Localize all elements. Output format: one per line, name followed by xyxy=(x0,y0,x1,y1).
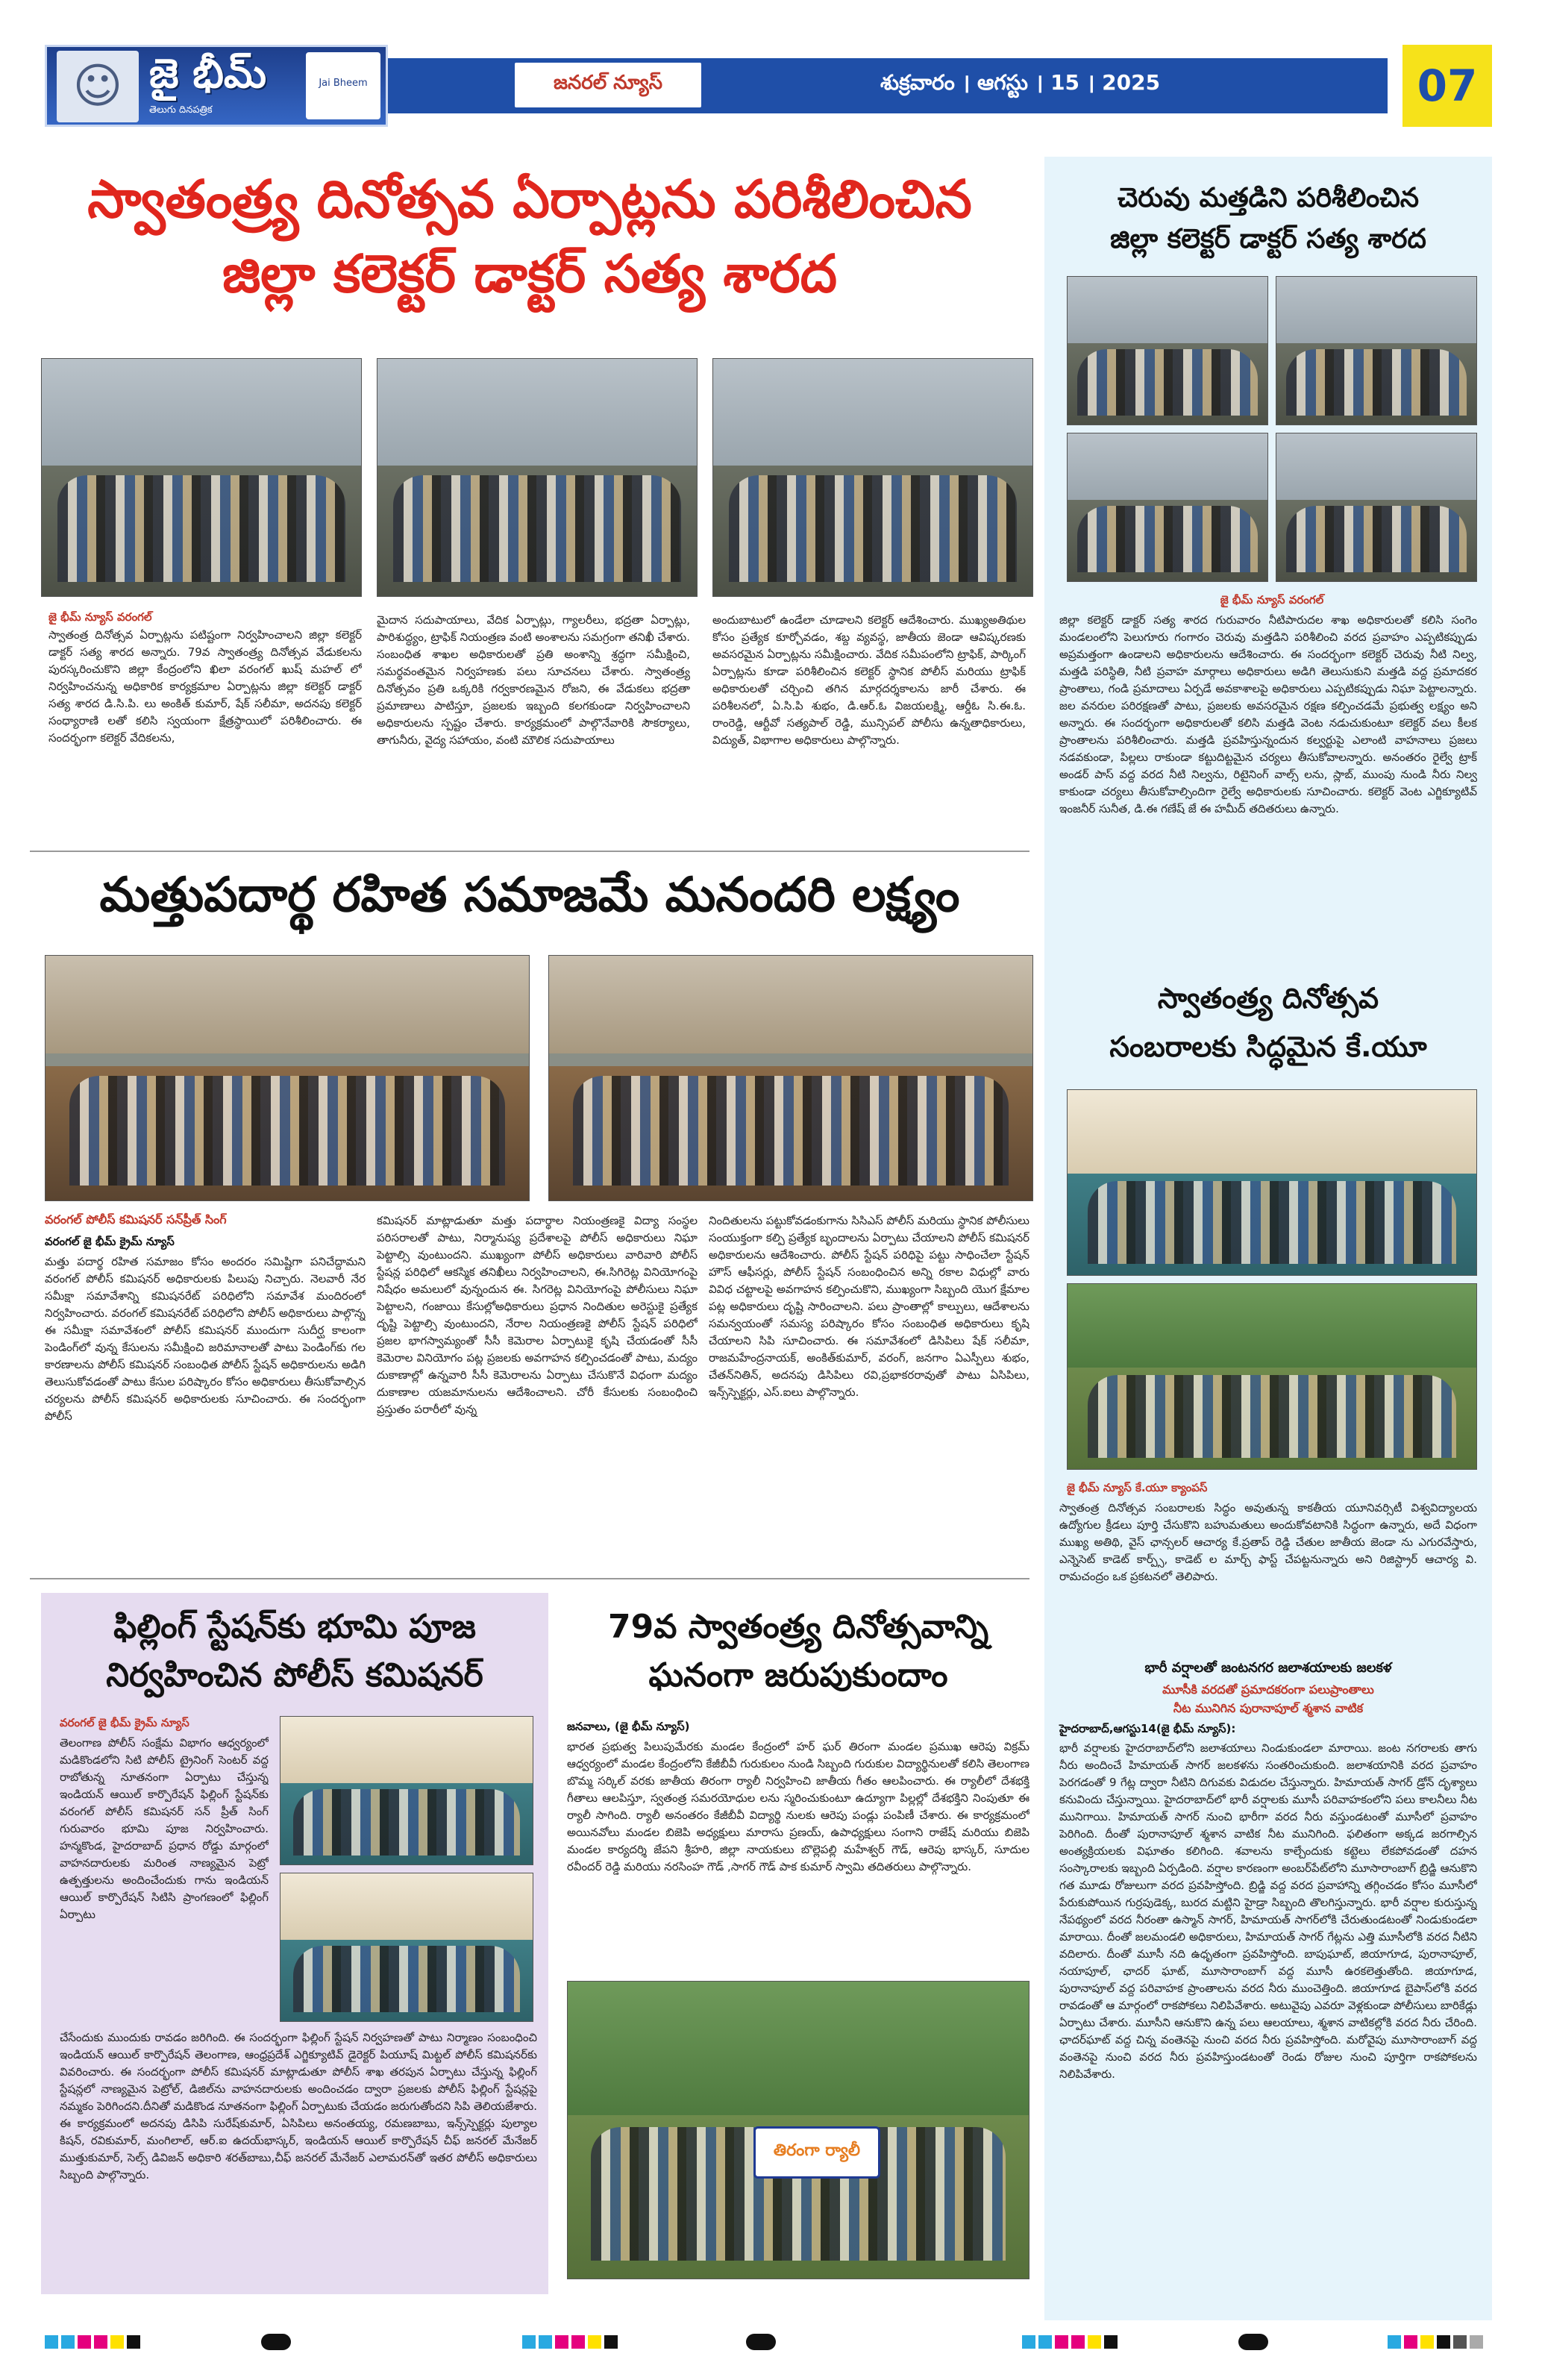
story2-caption: వరంగల్ పోలీస్ కమిషనర్ సన్‌ప్రీత్ సింగ్ xyxy=(45,1212,227,1227)
sidebar3-byline: హైదరాబాద్,ఆగస్టు14(జై భీమ్ న్యూస్): xyxy=(1059,1722,1236,1735)
story4-body: భారత ప్రభుత్వ పిలుపుమేరకు మండల కేంద్రంలో హర్ ఘర్ తిరంగా మండల ప్రముఖ ఆరెపు విక్రమ్ ఆధ్వర్యంలో మండల కేంద్రంలోని కేజీబీవీ గురుకులం నుండి సిబ్బంది గురుకుల విద్యార్థినులతో కలిసి తెలంగాణ బొమ్మ సర్కిల్ వరకు జాతీయ తిరంగా ర్యాలీ నిర్వహించి జాతీయ గీతం ఆలపించారు. ఈ ర్యాలీలో దేశభక్తి గీతాలు ఆలపిస్తూ, స్వతంత్ర సమరయోధుల లను స్మరించుకుంటూ ఉద్యూగా పిల్లల్లో దేశభక్తిని నింపుతూ ఈ ర్యాలీ సాగింది. ర్యాలీ అనంతరం కేజీబీవీ విద్యార్థి నులకు ఆరెపు పండ్లు పంపిణీ చేశారు. ఈ కార్యక్రమంలో అయినవోలు మండల బిజెపి అధ్యక్షులు మారాసు ప్రణయ్, ఉపాధ్యక్షులు సంగాని రాజేష్ మరియు బిజెపి మండల కార్యదర్శి జేపని శ్రీహరి, జిల్లా నాయకులు బొల్లెపల్లి మహేశ్వర్ గౌడ్, ఆరెపు భాస్కర్, సూదుల రవీందర్ రెడ్డి మరియు నరసింహ గౌడ్ ,సాగర్ గౌడ్ పాక కుమార్ స్వామి తదితరులు పాల్గొన్నారు. xyxy=(567,1740,1029,1873)
sidebar3-headline: భారీ వర్షాలతో జంటనగర జలాశయాలకు జలకళ xyxy=(1144,1660,1392,1676)
story1-col2: మైదాన సదుపాయాలు, వేదిక ఏర్పాట్లు, గ్యాలరీలు, భద్రతా ఏర్పాట్లు, పారిశుద్ధ్యం, ట్రాఫిక్ నియంత్రణ వంటి అంశాలను సమగ్రంగా తనిఖీ చేశారు. సంబంధిత శాఖల అధికారులతో ప్రతి అంశాన్ని శ్రద్ధగా సమీక్షించి, సమర్థవంతమైన నిర్వహణకు పలు సూచనలు చేశారు. స్వాతంత్ర్య దినోత్సవం ప్రతి ఒక్కరికి గర్వకారణమైన రోజని, ఈ వేడుకలు భద్రతా ప్రమాణాలు పాటిస్తూ, ప్రజలకు ఇబ్బంది కలగకుండా నిర్వహించాలని అధికారులను స్పష్టం చేశారు. కార్యక్రమంలో పాల్గొనేవారికి సౌకర్యాలు, తాగునీరు, వైద్య సహాయం, వంటి మౌలిక సదుపాయాలు xyxy=(377,613,690,747)
sidebar2-headline-2: సంబరాలకు సిద్ధమైన కే.యూ xyxy=(1109,1030,1427,1063)
sidebar3-sub1: మూసీకి వరదతో ప్రమాదకరంగా పలుప్రాంతాలు xyxy=(1162,1682,1374,1697)
color-registration-marks xyxy=(1022,2335,1126,2350)
paper-name: జై భీమ్ xyxy=(149,49,267,97)
story2-byline: వరంగల్ జై భీమ్ క్రైమ్ న్యూస్ xyxy=(45,1235,175,1248)
sidebar2-photo-2 xyxy=(1067,1283,1477,1470)
sidebar3-body: భారీ వర్షాలకు హైదరాబాద్‌లోని జలాశయాలు నిండుకుండలా మారాయి. జంట నగరాలకు తాగు నీరు అందించే హిమాయత్ సాగర్ జలకళను సంతరించుకుంది. జలాశయానికి వరద ప్రవాహం పెరగడంతో 9 గేట్ల ద్వారా నీటిని దిగువకు విడుదల చేస్తున్నారు. హిమాయత్ సాగర్ డ్రోన్ దృశ్యాలు కనువిందు చేస్తున్నాయి. హైదరాబాద్‌లో భారీ వర్షాలకు మూసీ పరివాహకంలోని పలు కాలనీలు నీట మునిగాయి. హిమాయత్ సాగర్ నుంచి భారీగా వరద నీరు వస్తుండటంతో మూసీలో ప్రవాహం పెరిగింది. దీంతో పురానాపూల్ శ్మశాన వాటిక నీట మునిగింది. ఫలితంగా అక్కడ జరగాల్సిన అంత్యక్రియలకు విఘాతం కలిగింది. శవాలను కాల్చేందుకు కట్టెలు లేకపోవడంతో దహన సంస్కారాలకు ఇబ్బంది ఏర్పడింది. వర్షాల కారణంగా అంబర్‌పేట్‌లోని మూసారాంబాగ్ బ్రిడ్జి ఆనుకొని గత మూడు రోజులుగా వరద ప్రవహిస్తోంది. బ్రిడ్జి వద్ద వరద ప్రవాహాన్ని తగ్గించడం కోసం మూసీలో పేరుకుపోయిన గుర్రపుడెక్క, బురద మట్టిని హైడ్రా సిబ్బంది తొలగిస్తున్నారు. భారీ వర్షాల కురుస్తున్న నేపథ్యంలో వరద నీరంతా ఉస్మాన్ సాగర్, హిమాయత్ సాగర్‌లోకి చేరుతుండటంతో నిండుకుండలా మారాయి. దీంతో జలమండలి అధికారులు, హిమాయత్ సాగర్ గేట్లను ఎత్తి మూసీలోకి వరద నీటిని వదిలారు. దీంతో మూసీ నది ఉధృతంగా ప్రవహిస్తోంది. బాపుఘాట్, జియాగూడ, పురానాపూల్, నయాపూల్, ఛాదర్ ఘాట్, మూసారాంబాగ్ వద్ద మూసీ ఉరకలెత్తుతోంది. జియాగూడ, పురానాపూల్ వద్ద పరివాహక ప్రాంతాలను వరద నీరు ముంచెత్తింది. జియాగూడ బైపాస్‌లోకి వరద రావడంతో ఆ మార్గంలో రాకపోకలు నిలిపివేశారు. అటువైపు ఎవరూ వెళ్లకుండా పోలీసులు బారికేడ్లు ఏర్పాటు చేశారు. మూసీని ఆనుకొని ఉన్న పలు ఆలయాలు, శ్మశాన వాటికల్లోకి వరద నీరు చేరింది. ఛాదర్‌ఘాట్ వద్ద చిన్న వంతెనపై నుంచి వరద నీరు ప్రవహిస్తోంది. మరోవైపు మూసారాంబాగ్ వద్ద వంతెనపై నుంచి వరద నీరు ప్రవహిస్తుండటంతో రెండు రోజుల నుంచి పూర్తిగా రాకపోకలను నిలిపివేశారు. xyxy=(1059,1741,1477,2081)
story1-photo-2 xyxy=(377,358,698,597)
registration-pill xyxy=(746,2334,776,2350)
story1-byline: జై భీమ్ న్యూస్ వరంగల్ xyxy=(48,610,152,624)
story1-photo-3 xyxy=(712,358,1033,597)
story3-photo-2 xyxy=(280,1873,533,2022)
sidebar1-photo-1 xyxy=(1067,276,1268,425)
story3-body: చేసేందుకు ముందుకు రావడం జరిగింది. ఈ సందర్భంగా ఫిల్లింగ్ స్టేషన్ నిర్వహణతో పాటు నిర్మాణం సంబంధించి ఇండియన్ ఆయిల్ కార్పొరేషన్ తెలంగాణ, ఆంధ్రప్రదేశ్ ఎగ్జిక్యూటివ్ డైరెక్టర్ పియూష్ మిట్టల్ పోలీస్ కమిషనర్‌కు వివరించారు. ఈ సందర్భంగా పోలీస్ కమిషనర్ మాట్లాడుతూ పోలీస్ శాఖ తరపున ఏర్పాటు చేస్తున్న ఫిల్లింగ్ స్టేషన్లలో నాణ్యమైన పెట్రోల్, డిజిల్‌ను వాహనదారులకు అందించడం ద్వారా ప్రజలకు పోలీస్ ఫిల్లింగ్ స్టేషన్లపై నమ్మకం పెరిగిందని.దీనితో మడికొండ నూతనంగా ఫిల్లింగ్ ఏర్పాటుకు చేయడం జరుగుతోందని సిపి తెలియజేశారు. ఈ కార్యక్రమంలో అదనపు డిసిపి సురేష్‌కుమార్, ఏసిపిలు అనంతయ్య, రమణబాబు, ఇన్స్‌స్పెక్టర్లు పుల్యాల కిషన్, రవికుమార్, మంగిలాల్, ఆర్.ఐ ఉదయ్‌భాస్కర్, ఇండియన్ ఆయిల్ కార్పొరేషన్ చీఫ్ జనరల్ మేనేజర్ ముత్తుకుమార్, సెల్స్ డివిజన్ అధికారి శరత్‌బాబు,చీఫ్ జనరల్ మేనేజర్ ఎలామరన్‌తో ఇతర పోలీస్ అధికారులు సిబ్బంది పాల్గొన్నారు. xyxy=(60,2031,537,2182)
story1-headline-2: జిల్లా కలెక్టర్ డాక్టర్ సత్య శారద xyxy=(222,242,838,304)
tiranga-banner: తిరంగా ర్యాలీ xyxy=(753,2126,880,2179)
sidebar2-byline: జై భీమ్ న్యూస్ కే.యూ క్యాంపస్ xyxy=(1067,1481,1208,1494)
page-number: 07 xyxy=(1402,45,1492,127)
story4-headline-2: ఘనంగా జరుపుకుందాం xyxy=(648,1656,948,1694)
sidebar3-sub2: నీట మునిగిన పురానాపూల్ శ్మశాన వాటిక xyxy=(1173,1701,1364,1715)
sidebar2-photo-1 xyxy=(1067,1089,1477,1276)
logo-sub: Jai Bheem xyxy=(306,52,380,119)
sidebar1-headline-2: జిల్లా కలెక్టర్ డాక్టర్ సత్య శారద xyxy=(1110,224,1426,254)
sidebar1-photo-4 xyxy=(1276,433,1477,582)
story4-byline: జనవాలు, (జై భీమ్ న్యూస్) xyxy=(567,1720,690,1733)
story3-photo-1 xyxy=(280,1716,533,1865)
story1-col1: స్వాతంత్ర దినోత్సవ ఏర్పాట్లను పటిష్టంగా నిర్వహించాలని జిల్లా కలెక్టర్ డాక్టర్ సత్య శారద అన్నారు. 79వ స్వాతంత్ర్య దినోత్సవ వేడుకలను పురస్కరించుకొని జిల్లా కేంద్రంలోని ఖిలా వరంగల్ ఖుష్ మహల్ లో నిర్వహించనున్న అధికారిక కార్యక్రమాల ఏర్పాట్లను జిల్లా కలెక్టర్ డాక్టర్ సత్య శారద డి.సి.పి. లు అంకిత్ కుమార్, షేక్ సలీమా, అదనపు కలెక్టర్ సంధ్యారాణి లతో కలిసి స్వయంగా క్షేత్రస్థాయిలో పరిశీలించారు. ఈ సందర్భంగా కలెక్టర్ వేదికలను, xyxy=(48,628,362,745)
story4-headline-1: 79వ స్వాతంత్ర్య దినోత్సవాన్ని xyxy=(607,1608,989,1646)
sidebar2-headline-1: స్వాతంత్ర్య దినోత్సవ xyxy=(1157,982,1379,1015)
section-tag: జనరల్ న్యూస్ xyxy=(515,63,701,107)
story1-headline-1: స్వాతంత్ర్య దినోత్సవ ఏర్పాట్లను పరిశీలించిన xyxy=(87,168,972,230)
story2-col1: మత్తు పదార్థ రహిత సమాజం కోసం అందరం సమిష్టిగా పనిచేద్దామని వరంగల్ పోలీస్ కమిషనర్ అధికారులకు పిలుపు నిచ్చారు. నెలవారీ నేర సమీక్షా సమావేశాన్ని కమిషనరేట్ పరిధిలోని సమావేశ మందిరంలో నిర్వహించారు. వరంగల్ కమిషనరేట్ పరిధిలోని పోలీస్ అధికారులు పాల్గొన్న ఈ సమీక్షా సమావేశంలో పోలీస్ కమిషనర్ ముందుగా సుదీర్ఘ కాలంగా పెండింగ్‌లో వున్న కేసులను సమీక్షించి జరిమానాలతో పాటు పెండింగ్‌కు గల కారణాలను పోలీస్ కమిషనర్ సంబంధిత పోలీస్ స్టేషన్ అధికారులను అడిగి తెలుసుకోవడంతో పాటు కేసుల పరిష్కారం కోసం అధికారులు తీసుకోవాల్సిన చర్యలను పోలీస్ కమిషనర్ అధికారులకు సూచించారు. ఈ సందర్భంగా పోలీస్ xyxy=(45,1255,366,1423)
portrait-icon: ☺ xyxy=(57,51,139,122)
story2-photo-2 xyxy=(548,955,1033,1201)
story2-col3: నిందితులను పట్టుకోవడంకుగాను సిసిఎస్ పోలీస్ మరియు స్థానిక పోలీసులు సంయుక్తంగా కల్పి ప్రత్యేక బృందాలను ఏర్పాటు చేయాలని పోలీస్ కమిషనర్ అధికారులను ఆదేశించారు. పోలీస్ స్టేషన్ పరిధిపై పట్టు సాధించేలా స్టేషన్ హౌస్ ఆఫీసర్లు, పోలీస్ స్టేషన్ సంబంధించిన అన్ని రకాల విధుల్లో వారు వివిధ చట్టాలపై అవగాహన కల్పించుకొని, ముఖ్యంగా సిబ్బంది యొగ క్షేమాల పట్ల అధికారులు దృష్టి సారించాలని. పలు ప్రాంతాల్లో కాల్పులు, ఆదేశాలను సమన్వయంతో సమస్య పరిష్కారం కోసం సంబంధిత అధికారులు కృషి చేయాలని సిపి సూచించారు. ఈ సమావేశంలో డిసిపిలు షేక్ సలీమా, రాజమహేంద్రనాయక్, అంకిత్‌కుమార్, వరంగ్, జనగాం ఏఎస్పీలు శుభం, చేతన్‌నితిన్, అదనపు డిసిపిలు రవి,ప్రభాకరరావుతో పాటు ఏసిపిలు, ఇన్స్‌స్పెక్టర్లు, ఎస్.ఐలు పాల్గొన్నారు. xyxy=(709,1214,1029,1399)
dateline: శుక్రవారం । ఆగస్టు । 15 । 2025 xyxy=(880,70,1161,95)
story2-headline: మత్తుపదార్థ రహిత సమాజమే మనందరి లక్ష్యం xyxy=(99,868,960,923)
color-registration-marks xyxy=(1388,2335,1492,2350)
sidebar1-photo-2 xyxy=(1276,276,1477,425)
story2-col2: కమిషనర్ మాట్లాడుతూ మత్తు పదార్థాల నియంత్రణకై విద్యా సంస్థల పరిసరాలతో పాటు, నిర్మానుష్య ప్రదేశాలపై పోలీస్ అధికారులు నిఘా పెట్టాల్సి వుంటుందని. ముఖ్యంగా పోలీస్ అధికారులు వారివారి పోలీస్ స్టేషన్ల పరిధిలో ఆకస్మిక తనిఖీలు నిర్వహించాలని, ఈ.సిగిరెట్ల వినియోగంపై నిషేధం అమలులో వున్నందున ఈ. సిగరెట్ల వినియోగంపై పోలీసులు నిఘా పెట్టాలని, గంజాయి కేసుల్లోఅధికారులు ప్రధాన నిందితుల అరెస్టుకై ప్రత్యేక దృష్టి పెట్టాల్సి వుంటుందని, నేరాల నియంత్రణకై పోలీస్ స్టేషన్ పరిధిలో ప్రజల భాగస్వామ్యంతో సీసీ కెమెరాల ఏర్పాటుకై కృషి చేయడంతో సీసీ కెమెరాల వినియోగం పట్ల ప్రజలకు అవగాహన కల్పించడంతో పాటు, మద్యం దుకాణాల్లో ఉన్నవారి సీసీ కెమెరాలను ఏర్పాటు చేసుకొనే విధంగా మద్యం దుకాణాల యజమానులను ఆదేశించాలని. చోరీ కేసులకు సంబంధించి ప్రస్తుతం పరారీలో వున్న xyxy=(377,1214,698,1416)
sidebar1-byline: జై భీమ్ న్యూస్ వరంగల్ xyxy=(1220,593,1324,607)
sidebar1-photo-3 xyxy=(1067,433,1268,582)
paper-tagline: తెలుగు దినపత్రిక xyxy=(149,104,213,116)
story1-col3: అందుబాటులో ఉండేలా చూడాలని కలెక్టర్ ఆదేశించారు. ముఖ్యఅతిథుల కోసం ప్రత్యేక కూర్చోవడం, శబ్ద వ్యవస్థ, జాతీయ జెండా ఆవిష్కరణకు అవసరమైన ఏర్పాట్లను సమీక్షించారు. వేదిక సమీపంలోని ట్రాఫిక్, పార్కింగ్ ఏర్పాట్లను కూడా పరిశీలించిన కలెక్టర్ స్థానిక పోలీస్ మరియు ట్రాఫిక్ అధికారులతో చర్చించి తగిన మార్గదర్శకాలను జారీ చేశారు. ఈ పరిశీలనలో, ఏ.సి.పి శుభం, డి.ఆర్.ఓ విజయలక్ష్మి, ఆర్డీఓ సి.ఈ.ఓ. రాంరెడ్డి, ఆర్టీవో సత్యపాల్ రెడ్డి, మున్సిపల్ పోలీసు ఉన్నతాధికారులు, విద్యుత్, విభాగాల అధికారులు పాల్గొన్నారు. xyxy=(712,613,1026,747)
story3-col1: తెలంగాణ పోలీస్ సంక్షేమ విభాగం ఆధ్వర్యంలో మడికొండలోని సిటి పోలీస్ ట్రైనింగ్ సెంటర్ వద్ద రాబోతున్న నూతనంగా ఏర్పాటు చేస్తున్న ఇండియన్ ఆయిల్ కార్పొరేషన్ ఫిల్లింగ్ స్టేషన్‌కు వరంగల్ పోలీస్ కమిషనర్ సన్ ప్రీత్ సింగ్ గురువారం భూమి పూజ నిర్వహించారు. హన్మకొండ, హైదరాబాద్ ప్రధాన రోడ్డు మార్గంలో వాహనదారులకు మరింత నాణ్యమైన పెట్రో ఉత్పత్తులను అందించేందుకు గాను ఇండియన్ ఆయిల్ కార్పొరేషన్ సిటిసి ప్రాంగణంలో ఫిల్లింగ్ ఏర్పాటు xyxy=(60,1736,269,1921)
story1-photo-1 xyxy=(41,358,362,597)
story3-byline: వరంగల్ జై భీమ్ క్రైమ్ న్యూస్ xyxy=(60,1716,189,1729)
story3-headline-1: ఫిల్లింగ్ స్టేషన్‌కు భూమి పూజ xyxy=(113,1608,476,1646)
color-registration-marks xyxy=(522,2335,627,2350)
registration-pill xyxy=(1238,2334,1268,2350)
story3-headline-2: నిర్వహించిన పోలీస్ కమిషనర్ xyxy=(106,1656,483,1694)
registration-pill xyxy=(261,2334,291,2350)
divider xyxy=(30,1578,1029,1579)
divider xyxy=(30,851,1029,852)
sidebar1-body: జిల్లా కలెక్టర్ డాక్టర్ సత్య శారద గురువారం నీటిపారుదల శాఖ అధికారులతో కలిసి సంగెం మండలంలోని పెలుగూరు గంగారం చెరువు మత్తడిని పరిశీలించి వరద ప్రవాహం ఎప్పటికప్పుడు అప్రమత్తంగా ఉండాలని అధికారులను ఆదేశించారు. ఈ సందర్భంగా కలెక్టర్ చెరువు నీటి నిల్వ, మత్తడి పరిస్థితి, నీటి ప్రవాహ మార్గాలు అధికారులు అడిగి తెలుసుకుని మత్తడి వద్ద ప్రమాదకర ప్రాంతాలు, గండి ప్రమాదాలు ఏర్పడే అవకాశాలపై అధికారులు ఎప్పటికప్పుడు నిఘా పెట్టాలన్నారు. జల వనరుల పరిరక్షణతో పాటు, ప్రజలకు అవసరమైన రక్షణ కల్పించడమే ప్రభుత్వ లక్ష్యం అని అన్నారు. ఈ సందర్భంగా అధికారులతో కలిసి మత్తడి వెంట నడుచుకుంటూ కలెక్టర్ వలు కీలక ప్రాంతాలను పరిశీలించారు. మత్తడి ప్రవహిస్తున్నందున కల్వర్టుపై ఎలాంటి వాహనాలు ప్రజలు నడవకుండా, పిల్లలు రాకుండా కట్టుదిట్టమైన చర్యలు తీసుకోవాలన్నారు. అనంతరం రైల్వే ట్రాక్ అండర్ పాస్ వద్ద వరద నీటి నిల్వను, రిటైనింగ్ వాల్స్ లను, స్లాబ్, ముంపు నుండి నీరు నిల్వ కాకుండా చర్యలు తీసుకోవాల్సిందిగా రైల్వే అధికారులకు సూచించారు. కలెక్టర్ వెంట ఎగ్జిక్యూటివ్ ఇంజనీర్ సునీత, డి.ఈ గణేష్ జే ఈ హమీద్ తదితరులు ఉన్నారు. xyxy=(1059,613,1477,815)
sidebar1-headline-1: చెరువు మత్తడిని పరిశీలించిన xyxy=(1117,183,1420,213)
story2-photo-1 xyxy=(45,955,530,1201)
sidebar2-body: స్వాతంత్ర దినోత్సవ సంబరాలకు సిద్ధం అవుతున్న కాకతీయ యూనివర్సిటీ విశ్వవిద్యాలయ ఉద్యోగుల క్రీడలు పూర్తి చేసుకొని బహుమతులు అందుకోవటానికి సిద్ధంగా ఉన్నారు, అదే విధంగా ముఖ్య అతిథి, వైస్ ఛాన్సలర్ ఆచార్య కే.ప్రతాప్ రెడ్డి చేతుల జాతీయ జెండా ను ఎగురవేస్తారు, ఎన్నెసెట్ కాడెట్ కార్ప్స్, కాడెట్ ల మార్చ్ ఫాస్ట్ చేపట్టనున్నారు అని రిజిస్ట్రార్ ఆచార్య వి. రామచంద్రం ఒక ప్రకటనలో తెలిపారు. xyxy=(1059,1501,1477,1583)
color-registration-marks xyxy=(45,2335,149,2350)
